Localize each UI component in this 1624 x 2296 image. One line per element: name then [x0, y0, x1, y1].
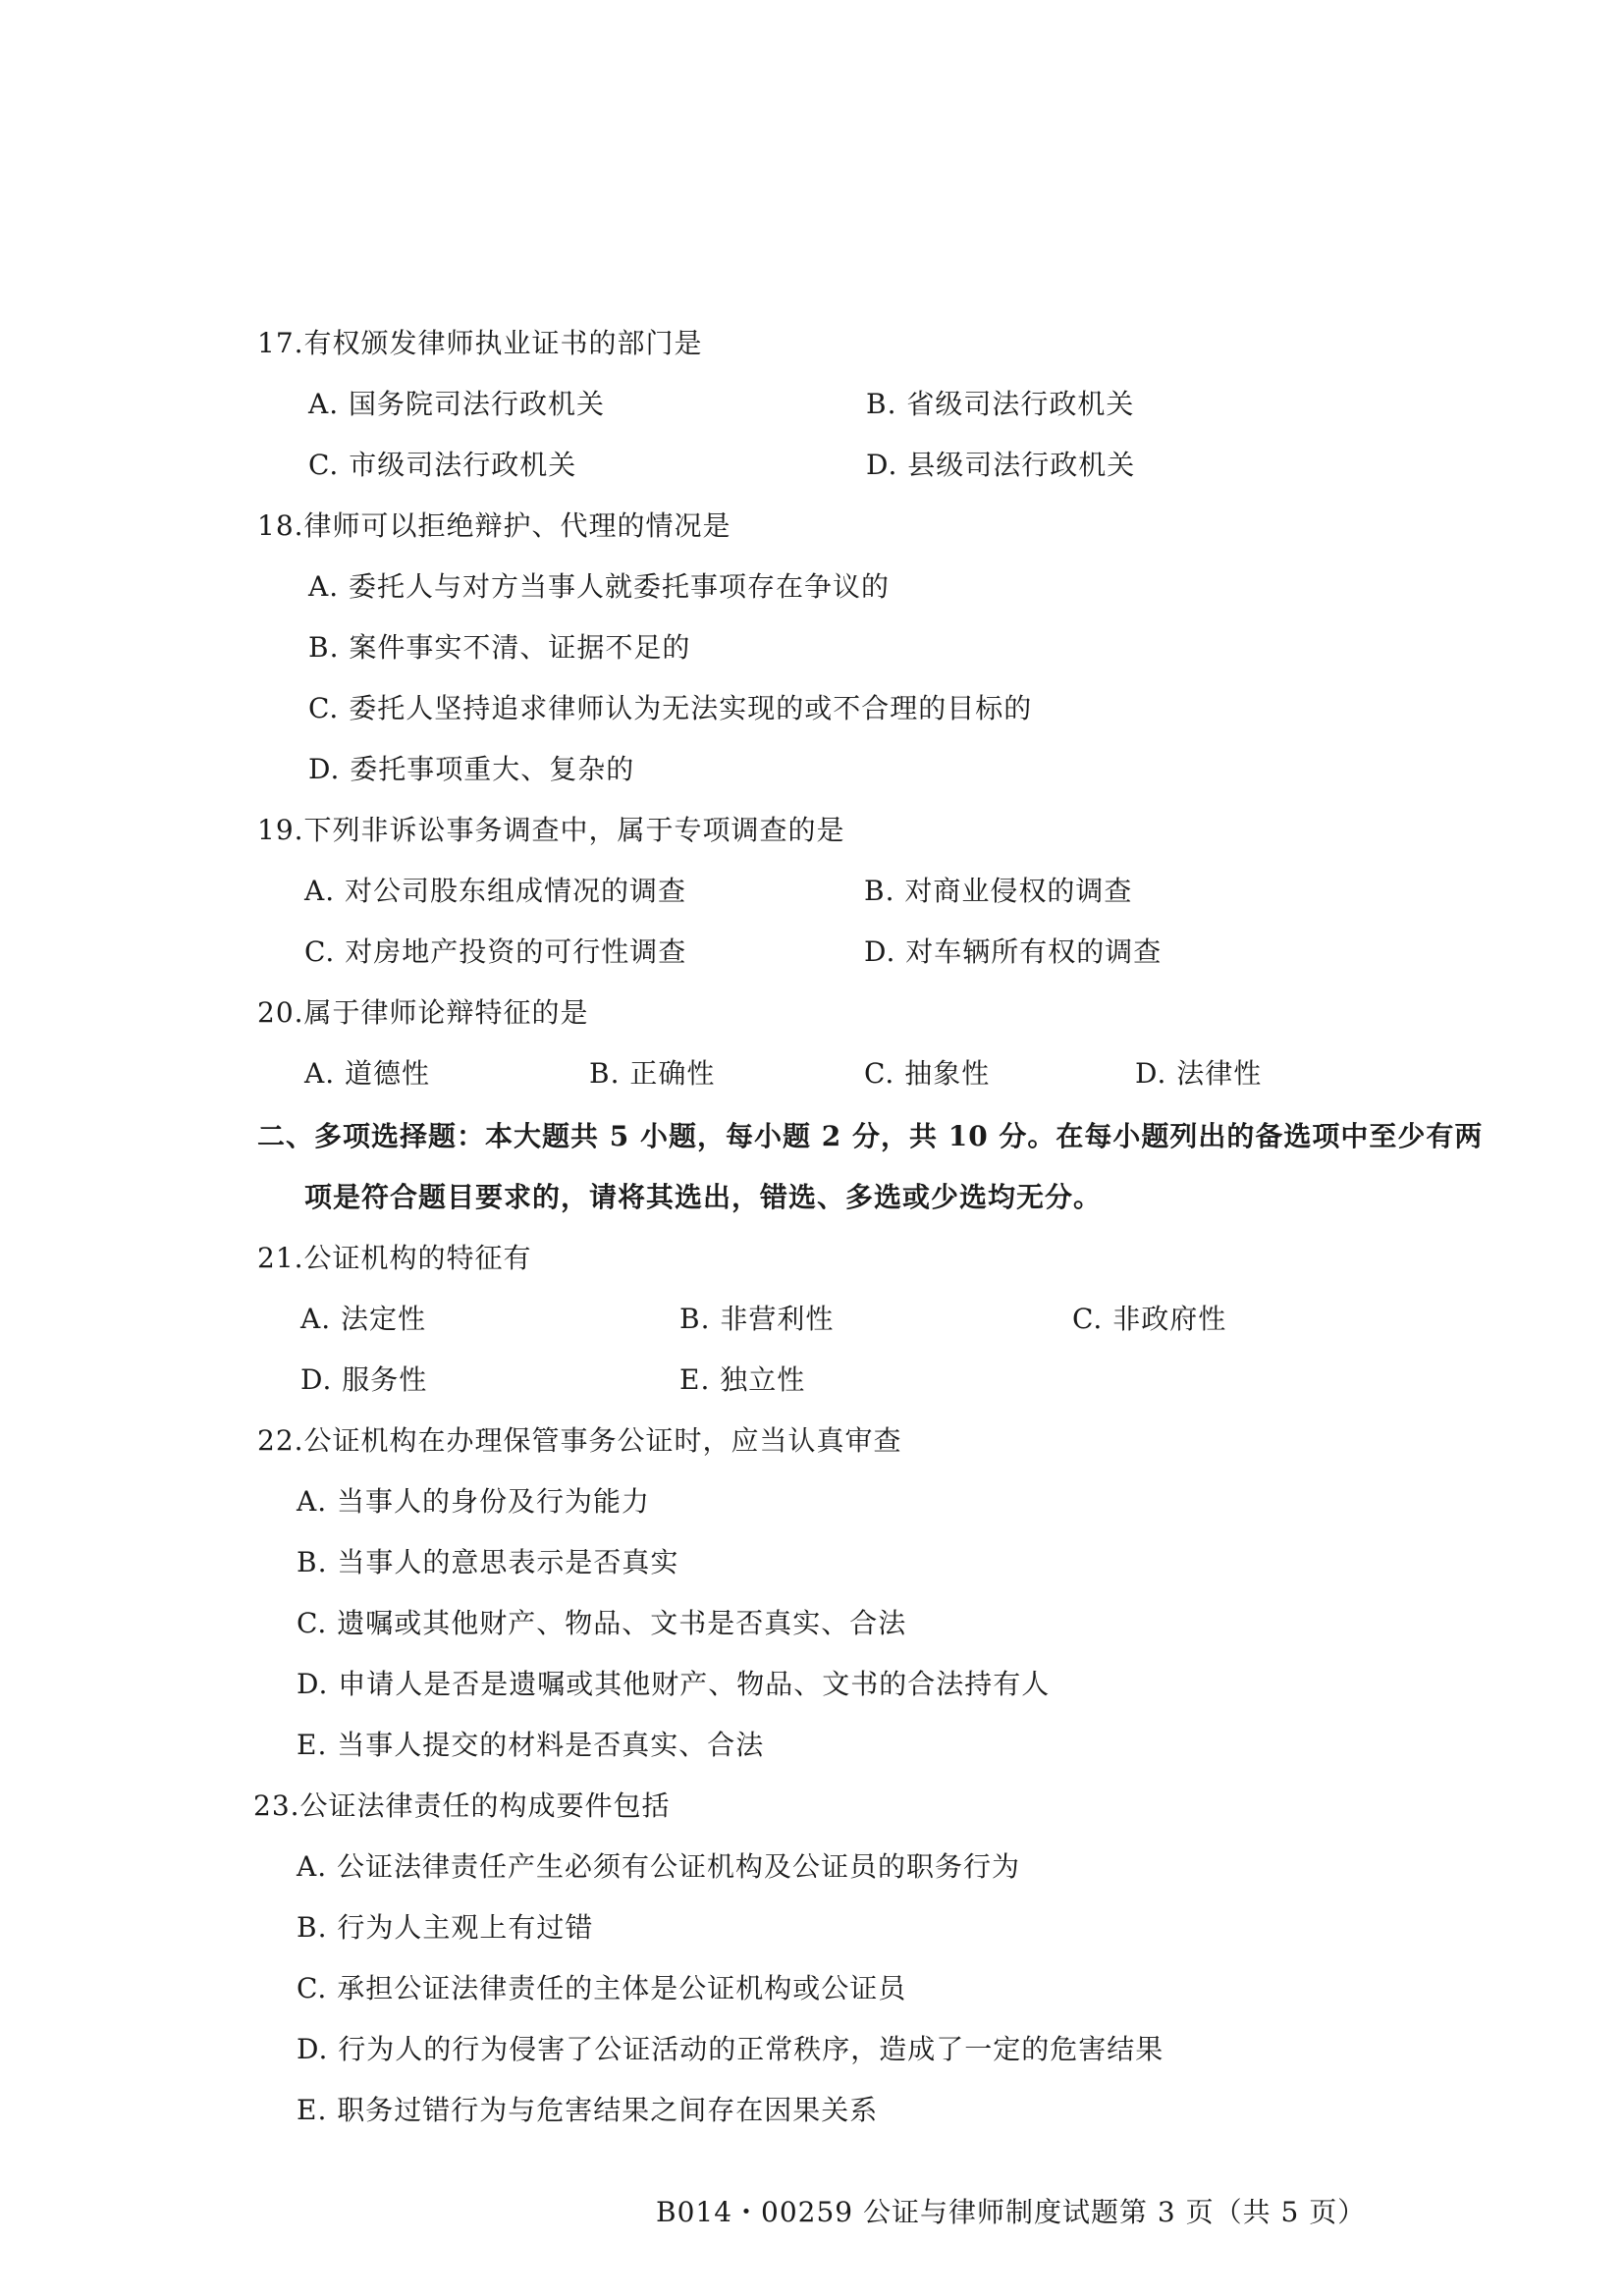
page-footer: B014・00259 公证与律师制度试题第 3 页（共 5 页）	[656, 2196, 1367, 2228]
question-19-option-c: C. 对房地产投资的可行性调查	[304, 935, 687, 968]
question-17-option-c: C. 市级司法行政机关	[308, 449, 577, 481]
question-17-option-a: A. 国务院司法行政机关	[308, 388, 606, 420]
question-19-option-b: B. 对商业侵权的调查	[864, 875, 1133, 907]
question-23-stem: 23.公证法律责任的构成要件包括	[253, 1789, 671, 1822]
question-23-option-b: B. 行为人主观上有过错	[297, 1911, 594, 1944]
question-23-option-a: A. 公证法律责任产生必须有公证机构及公证员的职务行为	[297, 1850, 1021, 1883]
question-18-stem: 18.律师可以拒绝辩护、代理的情况是	[257, 509, 731, 542]
question-22-option-c: C. 遗嘱或其他财产、物品、文书是否真实、合法	[297, 1607, 907, 1639]
question-20-option-a: A. 道德性	[304, 1057, 431, 1090]
question-22-option-e: E. 当事人提交的材料是否真实、合法	[297, 1729, 765, 1761]
question-18-option-b: B. 案件事实不清、证据不足的	[308, 631, 691, 664]
question-21-option-a: A. 法定性	[300, 1303, 427, 1335]
question-20-option-b: B. 正确性	[589, 1057, 716, 1090]
question-18-option-d: D. 委托事项重大、复杂的	[308, 753, 635, 785]
question-22-option-d: D. 申请人是否是遗嘱或其他财产、物品、文书的合法持有人	[297, 1668, 1051, 1700]
question-22-option-b: B. 当事人的意思表示是否真实	[297, 1546, 679, 1578]
question-20-stem: 20.属于律师论辩特征的是	[257, 996, 589, 1029]
question-18-option-c: C. 委托人坚持追求律师认为无法实现的或不合理的目标的	[308, 692, 1033, 724]
question-17-stem: 17.有权颁发律师执业证书的部门是	[257, 327, 703, 359]
question-18-option-a: A. 委托人与对方当事人就委托事项存在争议的	[308, 570, 891, 603]
question-20-option-d: D. 法律性	[1135, 1057, 1263, 1090]
question-21-option-b: B. 非营利性	[679, 1303, 835, 1335]
section-2-heading: 二、多项选择题：本大题共 5 小题，每小题 2 分，共 10 分。在每小题列出的备选项中至少有两	[257, 1120, 1484, 1152]
question-21-option-c: C. 非政府性	[1072, 1303, 1227, 1335]
question-21-stem: 21.公证机构的特征有	[257, 1242, 532, 1274]
question-20-option-c: C. 抽象性	[864, 1057, 991, 1090]
section-2-heading-continued: 项是符合题目要求的，请将其选出，错选、多选或少选均无分。	[304, 1181, 1103, 1213]
question-17-option-b: B. 省级司法行政机关	[866, 388, 1135, 420]
question-17-option-d: D. 县级司法行政机关	[866, 449, 1136, 481]
question-19-stem: 19.下列非诉讼事务调查中，属于专项调查的是	[257, 814, 845, 846]
question-19-option-d: D. 对车辆所有权的调查	[864, 935, 1163, 968]
question-19-option-a: A. 对公司股东组成情况的调查	[304, 875, 687, 907]
question-23-option-c: C. 承担公证法律责任的主体是公证机构或公证员	[297, 1972, 907, 2004]
question-22-stem: 22.公证机构在办理保管事务公证时，应当认真审查	[257, 1424, 902, 1457]
question-23-option-d: D. 行为人的行为侵害了公证活动的正常秩序，造成了一定的危害结果	[297, 2033, 1164, 2065]
question-23-option-e: E. 职务过错行为与危害结果之间存在因果关系	[297, 2094, 879, 2126]
question-21-option-d: D. 服务性	[300, 1363, 428, 1396]
question-21-option-e: E. 独立性	[679, 1363, 806, 1396]
question-22-option-a: A. 当事人的身份及行为能力	[297, 1485, 651, 1518]
